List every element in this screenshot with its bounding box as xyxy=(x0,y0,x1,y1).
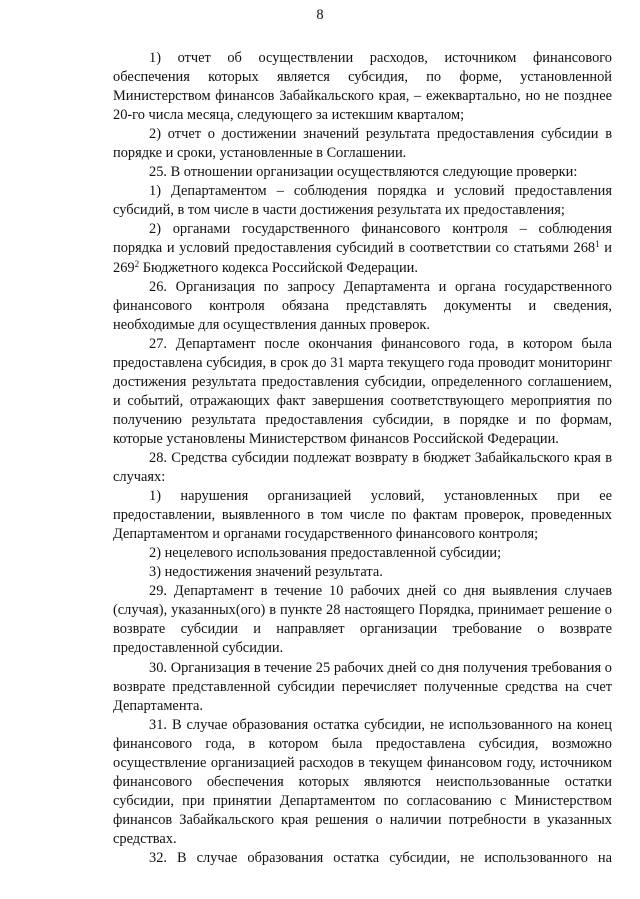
paragraph-text: 29. Департамент в течение 10 рабочих дней со дня выявления случаев (случая), указанных(ого) в пункте 28 настоящего Порядка, принимает решение о возврате субсидии и направляет организации требование о возврате предоставленной субсидии. xyxy=(113,583,612,657)
paragraph-text: 27. Департамент после окончания финансового года, в котором была предоставлена субсидия, в срок до 31 марта текущего года проводит мониторинг достижения результата предоставления субсидии, определенного соглашением, и событий, отражающих факт завершения соответствующего мероприятия по получению результата предоставления субсидии, в порядке и по формам, которые установлены Министерством финансов Российской Федерации. xyxy=(113,335,612,447)
paragraph xyxy=(113,278,612,335)
superscript: 2 xyxy=(134,258,140,269)
paragraph xyxy=(113,563,612,582)
paragraph-text: 30. Организация в течение 25 рабочих дней со дня получения требования о возврате представленной субсидии перечисляет полученные средства на счет Департамента. xyxy=(113,659,612,714)
paragraph xyxy=(113,849,612,868)
page-number: 8 xyxy=(316,7,324,23)
paragraph-text: 28. Средства субсидии подлежат возврату в бюджет Забайкальского края в случаях: xyxy=(113,449,612,486)
paragraph xyxy=(113,487,612,544)
paragraph xyxy=(113,449,612,487)
paragraph-text: 2) органами государственного финансового контроля – соблюдения порядка и условий предоставления субсидий в соответствии со статьями 268 xyxy=(113,221,612,257)
paragraph-text: 31. В случае образования остатка субсидии, не использованного на конец финансового года, в котором была предоставлена субсидия, возможно осуществление организацией расходов в текущем финансовом году, источником финансового обеспечения которых являются неиспользованные остатки субсидии, при принятии Департаментом по согласованию с Министерством финансов Забайкальского края решения о наличии потребности в указанных средствах. xyxy=(113,716,612,847)
paragraph xyxy=(113,220,612,277)
paragraph-text: 3) недостижения значений результата. xyxy=(149,564,383,581)
paragraph-text: 1) Департаментом – соблюдения порядка и условий предоставления субсидий, в том числе в части достижения результата их предоставления; xyxy=(113,183,612,219)
paragraph xyxy=(113,335,612,449)
paragraph-text: 32. В случае образования остатка субсидии, не использованного на xyxy=(149,849,612,866)
document-body xyxy=(113,49,612,868)
paragraph xyxy=(113,125,612,163)
paragraph-text: 2) отчет о достижении значений результата предоставления субсидии в порядке и сроки, установленные в Соглашении. xyxy=(113,126,612,162)
paragraph xyxy=(113,582,612,658)
paragraph xyxy=(113,659,612,716)
paragraph-text: 25. В отношении организации осуществляются следующие проверки: xyxy=(149,164,578,181)
paragraph-text: 1) отчет об осуществлении расходов, источником финансового обеспечения которых является субсидия, по форме, установленной Министерством финансов Забайкальского края, – ежеквартально, но не позднее 20-го числа месяца, следующего за истекшим кварталом; xyxy=(113,50,612,124)
paragraph-text: 1) нарушения организацией условий, установленных при ее предоставлении, выявленного в том числе по фактам проверок, проведенных Департаментом и органами государственного финансового контроля; xyxy=(113,488,612,543)
paragraph xyxy=(113,163,612,182)
paragraph xyxy=(113,49,612,125)
paragraph-text: Бюджетного кодекса Российской Федерации. xyxy=(139,259,418,276)
paragraph-text: и 269 xyxy=(113,240,612,276)
paragraph xyxy=(113,716,612,849)
paragraph xyxy=(113,544,612,563)
superscript: 1 xyxy=(595,239,600,250)
paragraph-text: 26. Организация по запросу Департамента и органа государственного финансового контроля обязана представлять документы и сведения, необходимые для осуществления данных проверок. xyxy=(113,278,612,333)
paragraph xyxy=(113,182,612,220)
paragraph-text: 2) нецелевого использования предоставленной субсидии; xyxy=(149,545,502,562)
